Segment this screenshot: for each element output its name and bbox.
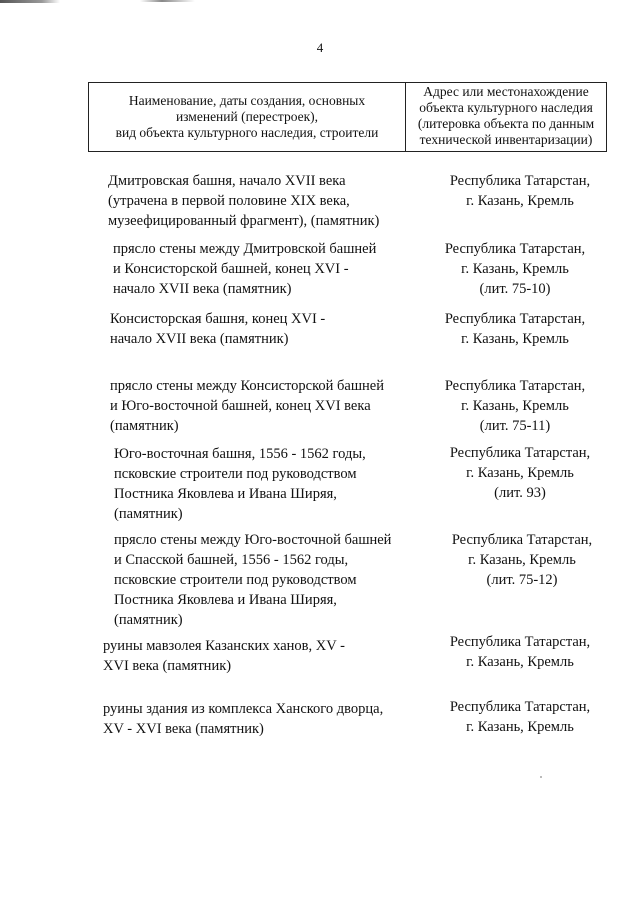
- entry-name-line: прясло стены между Юго-восточной башней: [114, 532, 392, 548]
- entry-address-line: Республика Татарстан,: [449, 699, 591, 715]
- entry-name-line: (памятник): [110, 418, 179, 434]
- entry-address-line: Республика Татарстан,: [449, 173, 591, 189]
- entry-address: [432, 530, 612, 590]
- entry-name: [114, 530, 391, 630]
- entry-address-line: (лит. 93): [494, 485, 546, 501]
- table-header: [88, 82, 607, 152]
- header-address-line: (литеровка объекта по данным: [417, 116, 595, 131]
- scan-edge-mark: [0, 0, 60, 3]
- entry-name-line: музеефицированный фрагмент), (памятник): [108, 213, 380, 229]
- entry-name-line: XVI века (памятник): [103, 658, 232, 674]
- header-name-line: Наименование, даты создания, основных: [128, 93, 366, 108]
- entry-address-line: Республика Татарстан,: [444, 311, 586, 327]
- entry-address-line: г. Казань, Кремль: [466, 465, 574, 481]
- entry-address-line: (лит. 75-10): [479, 281, 551, 297]
- entry-address-line: (лит. 75-12): [486, 572, 558, 588]
- entry-address-line: Республика Татарстан,: [444, 378, 586, 394]
- entry-address-line: Республика Татарстан,: [444, 241, 586, 257]
- entry-name: [103, 699, 383, 739]
- entry-address-line: (лит. 75-11): [479, 418, 551, 434]
- entry-name-line: начало XVII века (памятник): [110, 331, 289, 347]
- entry-name-line: (памятник): [114, 506, 183, 522]
- entry-address-line: Республика Татарстан,: [449, 445, 591, 461]
- entry-name-line: руины здания из комплекса Ханского дворца,: [103, 701, 384, 717]
- entry-address: [425, 309, 605, 349]
- entry-name: [110, 309, 325, 349]
- entry-name-line: начало XVII века (памятник): [113, 281, 292, 297]
- entry-name-line: Консисторская башня, конец XVI -: [110, 311, 326, 327]
- scan-speck: [540, 776, 542, 778]
- entry-address-line: г. Казань, Кремль: [466, 654, 574, 670]
- entry-name-line: Юго-восточная башня, 1556 - 1562 годы,: [114, 446, 366, 462]
- entry-name: [114, 444, 366, 524]
- header-address-column: [406, 83, 606, 151]
- entry-name-line: Дмитровская башня, начало XVII века: [108, 173, 346, 189]
- entry-name-line: псковские строители под руководством: [114, 572, 357, 588]
- entry-name-line: XV - XVI века (памятник): [103, 721, 264, 737]
- entry-address: [430, 443, 610, 503]
- entry-address: [430, 171, 610, 211]
- page-number: 4: [316, 40, 324, 55]
- entry-address-line: г. Казань, Кремль: [461, 398, 569, 414]
- header-name-line: вид объекта культурного наследия, строители: [115, 125, 379, 140]
- entry-name: [113, 239, 376, 299]
- entry-name-line: псковские строители под руководством: [114, 466, 357, 482]
- header-address-line: объекта культурного наследия: [419, 100, 593, 115]
- entry-name: [103, 636, 345, 676]
- header-name-line: изменений (перестроек),: [175, 109, 319, 124]
- entry-address-line: г. Казань, Кремль: [466, 719, 574, 735]
- entry-name-line: и Юго-восточной башней, конец XVI века: [110, 398, 371, 414]
- entry-name-line: (утрачена в первой половине XIX века,: [108, 193, 350, 209]
- entry-name: [108, 171, 379, 231]
- entry-name-line: руины мавзолея Казанских ханов, XV -: [103, 638, 345, 654]
- entry-address-line: г. Казань, Кремль: [461, 261, 569, 277]
- entry-address: [425, 376, 605, 436]
- entry-address: [430, 632, 610, 672]
- entry-address-line: г. Казань, Кремль: [468, 552, 576, 568]
- header-address-line: Адрес или местонахождение: [423, 84, 589, 99]
- header-address-line: технической инвентаризации): [419, 132, 593, 147]
- entry-address-line: Республика Татарстан,: [449, 634, 591, 650]
- header-name-column: [89, 83, 406, 151]
- entry-address: [425, 239, 605, 299]
- entry-name-line: прясло стены между Консисторской башней: [110, 378, 384, 394]
- entry-name-line: и Консисторской башней, конец XVI -: [113, 261, 349, 277]
- entry-name-line: Постника Яковлева и Ивана Ширяя,: [114, 592, 337, 608]
- entry-name: [110, 376, 384, 436]
- entry-name-line: Постника Яковлева и Ивана Ширяя,: [114, 486, 337, 502]
- entry-address-line: Республика Татарстан,: [451, 532, 593, 548]
- scan-edge-mark-secondary: [140, 0, 195, 2]
- entry-name-line: и Спасской башней, 1556 - 1562 годы,: [114, 552, 349, 568]
- entry-address: [430, 697, 610, 737]
- entry-address-line: г. Казань, Кремль: [466, 193, 574, 209]
- entry-name-line: прясло стены между Дмитровской башней: [113, 241, 377, 257]
- entry-name-line: (памятник): [114, 612, 183, 628]
- entry-address-line: г. Казань, Кремль: [461, 331, 569, 347]
